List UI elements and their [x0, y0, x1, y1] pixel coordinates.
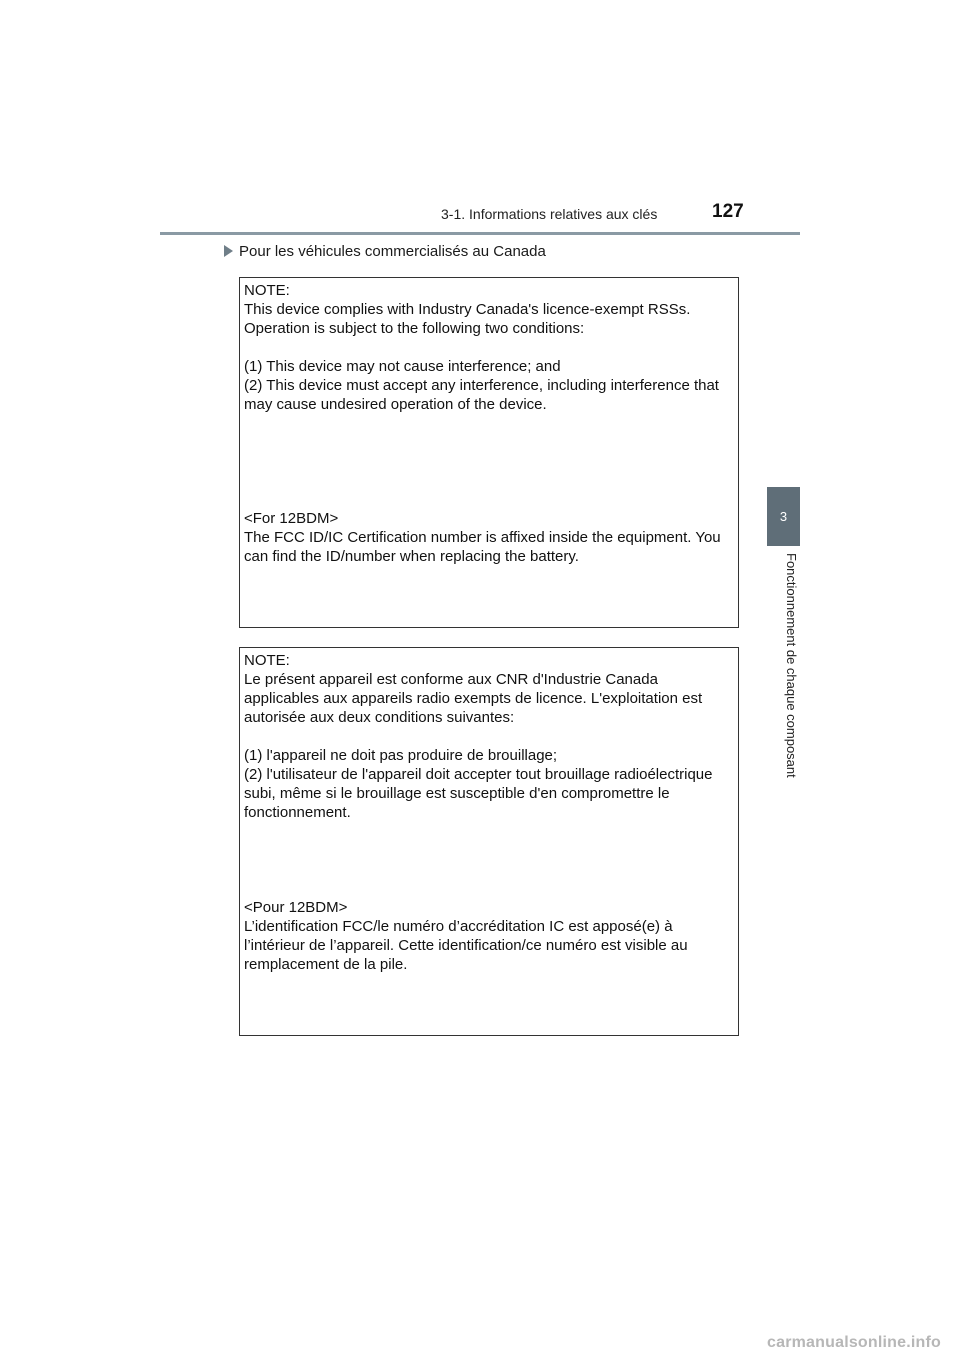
triangle-bullet-icon [224, 245, 233, 257]
notice-line [244, 727, 738, 746]
notice-line: (1) This device may not cause interference; and [244, 358, 561, 375]
notice-line [244, 452, 738, 471]
notice-line: l’intérieur de l’appareil. Cette identification/ce numéro est visible au [244, 937, 688, 954]
page-number: 127 [712, 201, 744, 222]
notice-line: may cause undesired operation of the device. [244, 396, 547, 413]
notice-line: Le présent appareil est conforme aux CNR d'Industrie Canada [244, 671, 658, 688]
notice-line: L’identification FCC/le numéro d’accréditation IC est apposé(e) à [244, 918, 673, 935]
notice-line: <For 12BDM> [244, 510, 339, 527]
notice-line: (2) l'utilisateur de l'appareil doit accepter tout brouillage radioélectrique [244, 766, 713, 783]
notice-line: The FCC ID/IC Certification number is affixed inside the equipment. You [244, 529, 721, 546]
chapter-number: 3 [779, 509, 788, 524]
notice-line [244, 338, 738, 357]
french-notice-box [239, 647, 739, 1036]
section-title: 3-1. Informations relatives aux clés [441, 206, 658, 222]
notice-line: NOTE: [244, 652, 290, 669]
notice-line: remplacement de la pile. [244, 956, 408, 973]
english-notice-box [239, 277, 739, 628]
notice-line: can find the ID/number when replacing the battery. [244, 548, 579, 565]
notice-line [244, 414, 738, 433]
notice-line: <Pour 12BDM> [244, 899, 348, 916]
notice-line: NOTE: [244, 282, 290, 299]
notice-line: fonctionnement. [244, 804, 351, 821]
notice-line: (2) This device must accept any interference, including interference that [244, 377, 719, 394]
notice-line: (1) l'appareil ne doit pas produire de brouillage; [244, 747, 558, 764]
notice-line: Operation is subject to the following two conditions: [244, 320, 585, 337]
notice-line: applicables aux appareils radio exempts de licence. L'exploitation est [244, 690, 703, 707]
chapter-tab [767, 487, 800, 546]
notice-line: subi, même si le brouillage est susceptible d'en compromettre le [244, 785, 670, 802]
notice-line [244, 433, 738, 452]
notice-line [244, 879, 738, 898]
notice-line [244, 822, 738, 841]
notice-line: autorisée aux deux conditions suivantes: [244, 709, 515, 726]
notice-line: This device complies with Industry Canada's licence-exempt RSSs. [244, 301, 691, 318]
intro-heading [224, 243, 546, 260]
notice-line [244, 841, 738, 860]
notice-line [244, 860, 738, 879]
intro-text: Pour les véhicules commercialisés au Canada [239, 243, 546, 260]
notice-line [244, 490, 738, 509]
chapter-label: Fonctionnement de chaque composant [784, 553, 799, 778]
notice-line [244, 471, 738, 490]
header-divider [160, 232, 800, 235]
watermark: carmanualsonline.info [767, 1334, 942, 1351]
